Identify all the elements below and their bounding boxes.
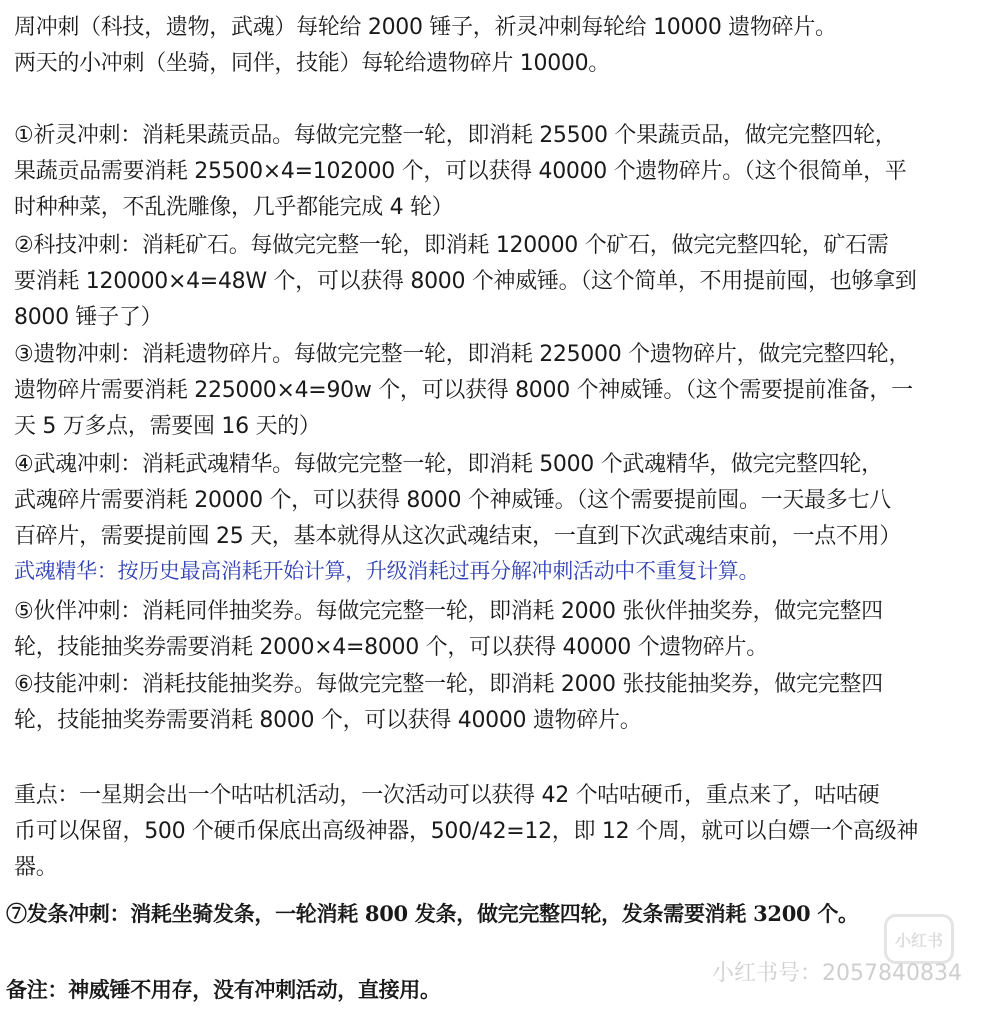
text-line: 武魂碎片需要消耗 20000 个，可以获得 8000 个神威锤。（这个需要提前囤。一天最多七八 bbox=[14, 488, 891, 513]
text-line: ④武魂冲刺：消耗武魂精华。每做完完整一轮，即消耗 5000 个武魂精华，做完完整四轮， bbox=[14, 452, 883, 477]
text-line: ②科技冲刺：消耗矿石。每做完完整一轮，即消耗 120000 个矿石，做完完整四轮，矿石需 bbox=[14, 233, 889, 258]
text-line: 币可以保留，500 个硬币保底出高级神器，500/42=12，即 12 个周，就可以白嫖一个高级神 bbox=[14, 819, 919, 844]
bold-line: 备注：神威锤不用存，没有冲刺活动，直接用。 bbox=[6, 977, 441, 1002]
watermark-logo: 小红书 bbox=[884, 914, 954, 964]
text-line: 周冲刺（科技，遗物，武魂）每轮给 2000 锤子，祈灵冲刺每轮给 10000 遗物碎片。 bbox=[14, 15, 837, 40]
text-line: 轮，技能抽奖券需要消耗 2000×4=8000 个，可以获得 40000 个遗物碎片。 bbox=[14, 635, 768, 660]
text-line: 百碎片，需要提前囤 25 天，基本就得从这次武魂结束，一直到下次武魂结束前，一点不用） bbox=[14, 524, 902, 549]
bold-line: ⑦发条冲刺：消耗坐骑发条，一轮消耗 800 发条，做完完整四轮，发条需要消耗 3200 个。 bbox=[6, 901, 859, 926]
text-line: ③遗物冲刺：消耗遗物碎片。每做完完整一轮，即消耗 225000 个遗物碎片，做完完整四轮， bbox=[14, 342, 911, 367]
text-line: 要消耗 120000×4=48W 个，可以获得 8000 个神威锤。（这个简单，不用提前囤，也够拿到 bbox=[14, 269, 917, 294]
text-line: ⑥技能冲刺：消耗技能抽奖券。每做完完整一轮，即消耗 2000 张技能抽奖券，做完完整四 bbox=[14, 672, 883, 697]
text-line: 时种种菜，不乱洗雕像，几乎都能完成 4 轮） bbox=[14, 195, 454, 220]
watermark-account: 小红书号：2057840834 bbox=[712, 961, 962, 986]
text-line: 天 5 万多点，需要囤 16 天的） bbox=[14, 414, 321, 439]
text-line: 轮，技能抽奖券需要消耗 8000 个，可以获得 40000 遗物碎片。 bbox=[14, 708, 642, 733]
text-line: 器。 bbox=[14, 855, 58, 880]
text-line: 遗物碎片需要消耗 225000×4=90w 个，可以获得 8000 个神威锤。（这个需要提前准备，一 bbox=[14, 378, 913, 403]
text-line: ①祈灵冲刺：消耗果蔬贡品。每做完完整一轮，即消耗 25500 个果蔬贡品，做完完整四轮， bbox=[14, 123, 897, 148]
note-line: 武魂精华：按历史最高消耗开始计算，升级消耗过再分解冲刺活动中不重复计算。 bbox=[14, 559, 760, 583]
text-line: 重点：一星期会出一个咕咕机活动，一次活动可以获得 42 个咕咕硬币，重点来了，咕咕硬 bbox=[14, 783, 880, 808]
text-line: 8000 锤子了） bbox=[14, 305, 163, 330]
text-line: 两天的小冲刺（坐骑，同伴，技能）每轮给遗物碎片 10000。 bbox=[14, 51, 610, 76]
text-line: ⑤伙伴冲刺：消耗同伴抽奖券。每做完完整一轮，即消耗 2000 张伙伴抽奖券，做完完整四 bbox=[14, 599, 883, 624]
text-line: 果蔬贡品需要消耗 25500×4=102000 个，可以获得 40000 个遗物碎片。（这个很简单，平 bbox=[14, 159, 907, 184]
